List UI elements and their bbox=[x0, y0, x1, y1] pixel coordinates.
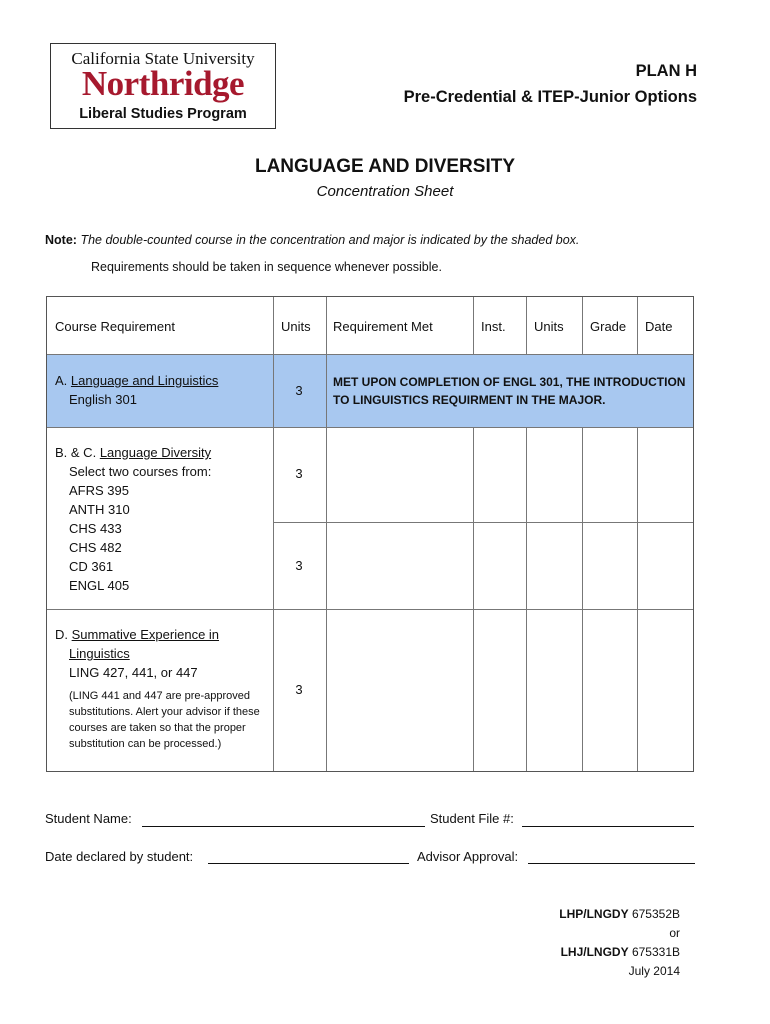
note bbox=[45, 233, 579, 247]
row-a-requirement bbox=[55, 371, 218, 409]
university-logo bbox=[50, 43, 276, 129]
header-inst: Inst. bbox=[481, 319, 506, 334]
row-c-units: 3 bbox=[295, 558, 303, 573]
course-item: CHS 482 bbox=[69, 540, 122, 555]
col-divider bbox=[637, 427, 638, 771]
row-a-course: English 301 bbox=[69, 392, 137, 407]
course-item: AFRS 395 bbox=[69, 483, 129, 498]
note-text: The double-counted course in the concentration and major is indicated by the shaded box. bbox=[80, 233, 580, 247]
code-1: LHP/LNGDY 675352B bbox=[559, 907, 680, 921]
plan-heading bbox=[404, 58, 697, 110]
page-subtitle: Concentration Sheet bbox=[316, 183, 454, 200]
logo-campus-name: Northridge bbox=[81, 64, 245, 103]
col-divider bbox=[473, 427, 474, 771]
row-d-requirement bbox=[55, 625, 269, 752]
note-label: Note: bbox=[45, 233, 77, 247]
row-a-title: Language and Linguistics bbox=[70, 373, 219, 388]
row-divider bbox=[47, 354, 693, 355]
student-file-line[interactable] bbox=[522, 826, 694, 827]
row-a-prefix: A. bbox=[55, 373, 68, 388]
date-declared-line[interactable] bbox=[208, 863, 409, 864]
header-date: Date bbox=[645, 319, 673, 334]
col-divider bbox=[473, 297, 474, 355]
form-date: July 2014 bbox=[628, 964, 680, 978]
row-b-units: 3 bbox=[295, 466, 303, 481]
row-divider bbox=[273, 522, 693, 523]
row-a-units: 3 bbox=[295, 383, 303, 398]
header-requirement-met: Requirement Met bbox=[333, 319, 433, 334]
col-divider bbox=[326, 297, 327, 771]
row-d-note: (LING 441 and 447 are pre-approved substitutions. Alert your advisor if these courses are taken so that the proper substitution can be processed.) bbox=[69, 690, 260, 750]
row-a-requirement-met: MET UPON COMPLETION OF ENGL 301, THE INTRODUCTION TO LINGUISTICS REQUIRMENT IN THE MAJOR. bbox=[333, 375, 686, 407]
page-title: LANGUAGE AND DIVERSITY bbox=[254, 156, 516, 177]
header-course-requirement: Course Requirement bbox=[55, 319, 175, 334]
student-file-label: Student File #: bbox=[430, 811, 514, 826]
row-bc-title: Language Diversity bbox=[99, 445, 212, 460]
row-d-title-line2: Linguistics bbox=[69, 646, 130, 661]
code-or: or bbox=[669, 926, 680, 940]
advisor-approval-label: Advisor Approval: bbox=[417, 849, 519, 864]
plan-name: PLAN H bbox=[635, 62, 697, 80]
col-divider bbox=[526, 427, 527, 771]
col-divider bbox=[637, 297, 638, 355]
row-bc-prefix: B. & C. bbox=[55, 445, 97, 460]
col-divider bbox=[582, 297, 583, 355]
form-codes bbox=[559, 905, 680, 981]
code-2: LHJ/LNGDY 675331B bbox=[560, 945, 680, 959]
student-name-label: Student Name: bbox=[45, 811, 132, 826]
plan-options: Pre-Credential & ITEP-Junior Options bbox=[403, 88, 697, 106]
date-declared-label: Date declared by student: bbox=[45, 849, 194, 864]
row-d-courses: LING 427, 441, or 447 bbox=[69, 665, 198, 680]
row-d-units: 3 bbox=[295, 682, 303, 697]
col-divider bbox=[526, 297, 527, 355]
advisor-approval-line[interactable] bbox=[528, 863, 695, 864]
student-name-line[interactable] bbox=[142, 826, 425, 827]
row-d-prefix: D. bbox=[55, 627, 68, 642]
col-divider bbox=[273, 297, 274, 771]
course-item: CD 361 bbox=[69, 559, 114, 574]
row-bc-requirement bbox=[55, 443, 211, 595]
logo-program-name: Liberal Studies Program bbox=[79, 106, 247, 122]
note-sequence: Requirements should be taken in sequence whenever possible. bbox=[91, 260, 442, 274]
row-divider bbox=[47, 609, 693, 610]
row-d-title-line1: Summative Experience in bbox=[71, 627, 220, 642]
header-units-2: Units bbox=[534, 319, 564, 334]
logo-university-name: California State University bbox=[71, 49, 255, 68]
course-item: ENGL 405 bbox=[69, 578, 130, 593]
row-bc-select: Select two courses from: bbox=[69, 464, 212, 479]
course-item: ANTH 310 bbox=[69, 502, 130, 517]
col-divider bbox=[582, 427, 583, 771]
header-grade: Grade bbox=[590, 319, 627, 334]
course-item: CHS 433 bbox=[69, 521, 122, 536]
row-divider bbox=[47, 427, 693, 428]
header-units: Units bbox=[281, 319, 311, 334]
requirements-table bbox=[46, 296, 694, 772]
